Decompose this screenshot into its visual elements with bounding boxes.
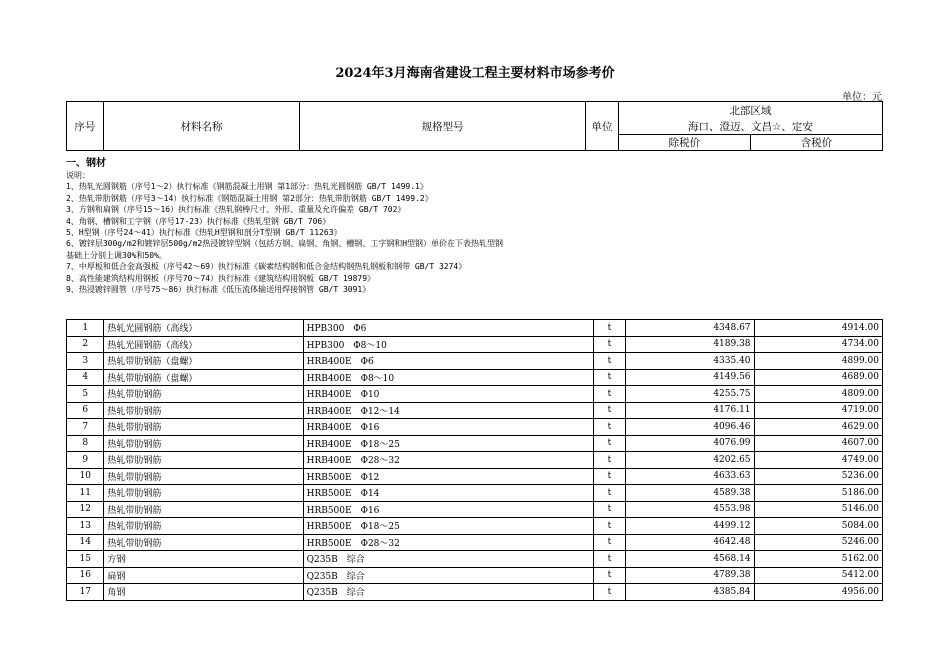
cell-name: 扁钢 — [104, 567, 303, 584]
cell-name: 热轧带肋钢筋 — [104, 419, 303, 436]
cell-ex: 4385.84 — [626, 584, 754, 601]
header-no: 序号 — [67, 102, 104, 151]
cell-no: 13 — [67, 518, 104, 535]
cell-spec: HRB400E Φ16 — [303, 419, 593, 436]
cell-name: 热轧带肋钢筋 — [104, 518, 303, 535]
cell-spec: HRB500E Φ18～25 — [303, 518, 593, 535]
cell-ex: 4633.63 — [626, 468, 754, 485]
cell-name: 热轧带肋钢筋 — [104, 485, 303, 502]
cell-no: 11 — [67, 485, 104, 502]
table-header — [66, 101, 883, 151]
header-in-tax: 含税价 — [750, 135, 882, 151]
table-row — [67, 452, 883, 469]
cell-in: 5084.00 — [754, 518, 882, 535]
section-title: 一、钢材 — [66, 158, 106, 169]
unit-label: 单位：元 — [842, 92, 882, 103]
cell-spec: HRB500E Φ12 — [303, 468, 593, 485]
cell-name: 方钢 — [104, 551, 303, 568]
cell-no: 17 — [67, 584, 104, 601]
table-row — [67, 336, 883, 353]
cell-unit: t — [593, 567, 625, 584]
note-line: 8、高性能建筑结构用钢板（序号70～74）执行标准《建筑结构用钢板 GB/T 19879》 — [66, 273, 376, 283]
cell-name: 热轧带肋钢筋 — [104, 468, 303, 485]
cell-ex: 4335.40 — [626, 353, 754, 370]
cell-spec: HRB500E Φ16 — [303, 501, 593, 518]
table-row — [67, 485, 883, 502]
cell-unit: t — [593, 485, 625, 502]
cell-ex: 4176.11 — [626, 402, 754, 419]
cell-spec: HRB500E Φ28～32 — [303, 534, 593, 551]
cell-in: 5236.00 — [754, 468, 882, 485]
cell-spec: HRB400E Φ10 — [303, 386, 593, 403]
cell-no: 1 — [67, 320, 104, 337]
cell-ex: 4189.38 — [626, 336, 754, 353]
cell-no: 15 — [67, 551, 104, 568]
header-ex-tax: 除税价 — [618, 135, 750, 151]
cell-ex: 4096.46 — [626, 419, 754, 436]
cell-spec: HRB400E Φ28～32 — [303, 452, 593, 469]
cell-ex: 4149.56 — [626, 369, 754, 386]
cell-name: 热轧光圆钢筋（高线） — [104, 320, 303, 337]
note-line: 3、方钢和扁钢（序号15～16）执行标准《热轧钢棒尺寸、外形、重量及允许偏差 GB/T 702》 — [66, 205, 406, 215]
cell-in: 4899.00 — [754, 353, 882, 370]
cell-no: 6 — [67, 402, 104, 419]
note-line: 4、角钢、槽钢和工字钢（序号17-23）执行标准《热轧型钢 GB/T 706》 — [66, 216, 331, 226]
cell-in: 5246.00 — [754, 534, 882, 551]
cell-in: 5186.00 — [754, 485, 882, 502]
table-row — [67, 320, 883, 337]
cell-spec: HRB400E Φ8～10 — [303, 369, 593, 386]
cell-no: 5 — [67, 386, 104, 403]
cell-spec: HPB300 Φ6 — [303, 320, 593, 337]
table-row — [67, 402, 883, 419]
page-title: 2024年3月海南省建设工程主要材料市场参考价 — [335, 66, 615, 81]
table-row — [67, 419, 883, 436]
cell-name: 热轧带肋钢筋 — [104, 501, 303, 518]
cell-in: 4689.00 — [754, 369, 882, 386]
cell-name: 热轧带肋钢筋 — [104, 534, 303, 551]
cell-ex: 4642.48 — [626, 534, 754, 551]
note-line: 9、热浸镀锌圆管（序号75～86）执行标准《低压流体输送用焊接钢管 GB/T 3091》 — [66, 285, 371, 295]
cell-no: 2 — [67, 336, 104, 353]
note-line: 6、镀锌层300g/m2和镀锌层500g/m2热浸镀锌型钢（包括方钢、扁钢、角钢、槽钢、工字钢和H型钢）单价在下表热轧型钢 — [66, 239, 504, 249]
cell-unit: t — [593, 320, 625, 337]
cell-name: 热轧带肋钢筋 — [104, 386, 303, 403]
note-line: 5、H型钢（序号24～41）执行标准《热轧H型钢和剖分T型钢 GB/T 11263》 — [66, 228, 342, 238]
cell-unit: t — [593, 584, 625, 601]
table-row — [67, 551, 883, 568]
note-line: 2、热轧带肋钢筋（序号3～14）执行标准《钢筋混凝土用钢 第2部分：热轧带肋钢筋 GB/T 1499.2》 — [66, 193, 433, 203]
cell-ex: 4255.75 — [626, 386, 754, 403]
cell-ex: 4076.99 — [626, 435, 754, 452]
cell-ex: 4553.98 — [626, 501, 754, 518]
header-region: 北部区域 — [618, 102, 882, 119]
table-row — [67, 386, 883, 403]
table-row — [67, 353, 883, 370]
note-line: 1、热轧光圆钢筋（序号1～2）执行标准《钢筋混凝土用钢 第1部分：热轧光圆钢筋 GB/T 1499.1》 — [66, 182, 428, 192]
cell-in: 5162.00 — [754, 551, 882, 568]
cell-unit: t — [593, 336, 625, 353]
table-row — [67, 518, 883, 535]
table-row — [67, 435, 883, 452]
cell-spec: HRB500E Φ14 — [303, 485, 593, 502]
cell-unit: t — [593, 402, 625, 419]
cell-unit: t — [593, 534, 625, 551]
cell-in: 5412.00 — [754, 567, 882, 584]
cell-name: 角钢 — [104, 584, 303, 601]
cell-no: 3 — [67, 353, 104, 370]
price-table — [66, 319, 883, 601]
cell-unit: t — [593, 452, 625, 469]
cell-no: 7 — [67, 419, 104, 436]
cell-ex: 4568.14 — [626, 551, 754, 568]
note-line: 基础上分别上调30%和50%。 — [66, 250, 167, 260]
header-spec: 规格型号 — [300, 102, 586, 151]
cell-unit: t — [593, 468, 625, 485]
cell-in: 4914.00 — [754, 320, 882, 337]
cell-ex: 4499.12 — [626, 518, 754, 535]
cell-name: 热轧带肋钢筋（盘螺） — [104, 353, 303, 370]
cell-spec: Q235B 综合 — [303, 551, 593, 568]
cell-in: 4629.00 — [754, 419, 882, 436]
cell-name: 热轧光圆钢筋（高线） — [104, 336, 303, 353]
cell-spec: HPB300 Φ8～10 — [303, 336, 593, 353]
cell-ex: 4202.65 — [626, 452, 754, 469]
note-line: 说明： — [66, 171, 90, 180]
cell-unit: t — [593, 518, 625, 535]
cell-name: 热轧带肋钢筋 — [104, 402, 303, 419]
cell-spec: HRB400E Φ6 — [303, 353, 593, 370]
cell-unit: t — [593, 501, 625, 518]
cell-ex: 4589.38 — [626, 485, 754, 502]
cell-in: 4809.00 — [754, 386, 882, 403]
table-row — [67, 369, 883, 386]
cell-name: 热轧带肋钢筋 — [104, 435, 303, 452]
cell-spec: HRB400E Φ18～25 — [303, 435, 593, 452]
cell-no: 16 — [67, 567, 104, 584]
header-unit: 单位 — [586, 102, 619, 151]
cell-in: 4734.00 — [754, 336, 882, 353]
table-row — [67, 534, 883, 551]
cell-in: 4749.00 — [754, 452, 882, 469]
cell-in: 4719.00 — [754, 402, 882, 419]
cell-unit: t — [593, 419, 625, 436]
header-subregion: 海口、澄迈、文昌☆、定安 — [618, 119, 882, 135]
cell-in: 5146.00 — [754, 501, 882, 518]
cell-in: 4607.00 — [754, 435, 882, 452]
cell-spec: Q235B 综合 — [303, 567, 593, 584]
cell-no: 14 — [67, 534, 104, 551]
cell-no: 4 — [67, 369, 104, 386]
cell-in: 4956.00 — [754, 584, 882, 601]
cell-no: 8 — [67, 435, 104, 452]
cell-unit: t — [593, 386, 625, 403]
cell-no: 12 — [67, 501, 104, 518]
note-line: 7、中厚板和低合金高强板（序号42～69）执行标准《碳素结构钢和低合金结构钢热轧钢板和钢带 GB/T 3274》 — [66, 262, 467, 272]
cell-no: 9 — [67, 452, 104, 469]
table-row — [67, 584, 883, 601]
cell-no: 10 — [67, 468, 104, 485]
table-row — [67, 567, 883, 584]
cell-name: 热轧带肋钢筋 — [104, 452, 303, 469]
cell-unit: t — [593, 551, 625, 568]
cell-ex: 4789.38 — [626, 567, 754, 584]
table-row — [67, 501, 883, 518]
notes — [66, 170, 626, 295]
cell-unit: t — [593, 435, 625, 452]
cell-name: 热轧带肋钢筋（盘螺） — [104, 369, 303, 386]
cell-ex: 4348.67 — [626, 320, 754, 337]
header-name: 材料名称 — [103, 102, 300, 151]
cell-spec: Q235B 综合 — [303, 584, 593, 601]
table-row — [67, 468, 883, 485]
cell-unit: t — [593, 369, 625, 386]
cell-unit: t — [593, 353, 625, 370]
cell-spec: HRB400E Φ12～14 — [303, 402, 593, 419]
